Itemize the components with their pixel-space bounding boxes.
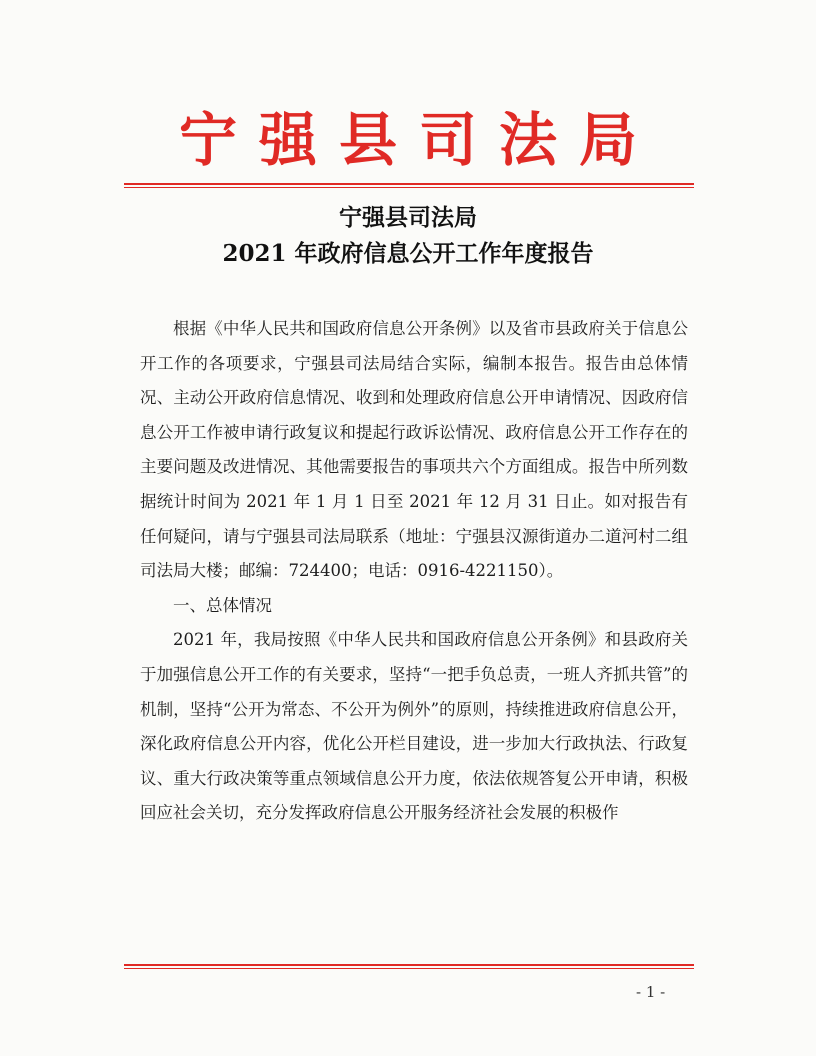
header-red-rule-thin: [124, 187, 694, 188]
organization-header: 宁强县司法局: [178, 106, 659, 174]
footer-red-rule-thin: [124, 968, 694, 969]
title-line-2: 2021 年政府信息公开工作年度报告: [222, 240, 594, 267]
page-number: - 1 -: [636, 983, 666, 1001]
document-body: [140, 312, 688, 831]
intro-paragraph: 根据《中华人民共和国政府信息公开条例》以及省市县政府关于信息公开工作的各项要求，宁强县司法局结合实际，编制本报告。报告由总体情况、主动公开政府信息情况、收到和处理政府信息公开申请情况、因政府信息公开工作被申请行政复议和提起行政诉讼情况、政府信息公开工作存在的主要问题及改进情况、其他需要报告的事项共六个方面组成。报告中所列数据统计时间为 2021 年 1 月 1 日至 2021 年 12 月 31 日止。如对报告有任何疑问，请与宁强县司法局联系（地址：宁强县汉源街道办二道河村二组司法局大楼；邮编：724400；电话：0916-4221150）。: [140, 319, 688, 581]
title-line-1: 宁强县司法局: [339, 204, 477, 231]
footer-red-rule: [124, 964, 694, 966]
section-heading-overview: 一、总体情况: [173, 595, 272, 615]
overview-paragraph: 2021 年，我局按照《中华人民共和国政府信息公开条例》和县政府关于加强信息公开工作的有关要求，坚持“一把手负总责，一班人齐抓共管”的机制，坚持“公开为常态、不公开为例外”的原则，持续推进政府信息公开，深化政府信息公开内容，优化公开栏目建设，进一步加大行政执法、行政复议、重大行政决策等重点领域信息公开力度，依法依规答复公开申请，积极回应社会关切，充分发挥政府信息公开服务经济社会发展的积极作: [140, 630, 688, 823]
document-title: [0, 200, 816, 272]
header-red-rule: [124, 183, 694, 185]
